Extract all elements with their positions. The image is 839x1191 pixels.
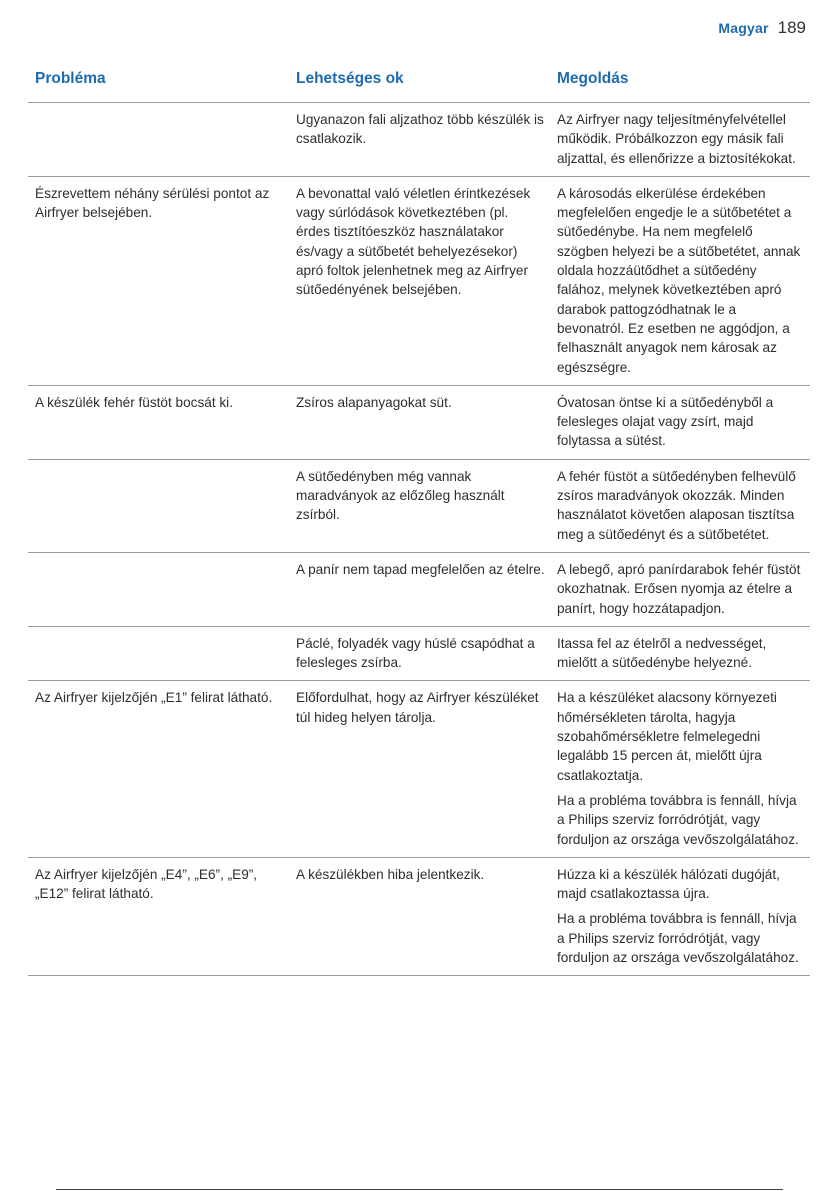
table-header [28, 68, 810, 103]
cause-cell: Előfordulhat, hogy az Airfryer készüléket túl hideg helyen tárolja. [296, 690, 539, 725]
table-row [28, 460, 810, 553]
solution-cell [550, 184, 810, 377]
solution-text: A károsodás elkerülése érdekében megfelelően engedje le a sütőbetétet a sütőedénybe. Ha nem megfelelő szögben helyezi be a sütőbetétet, annak oldala hozzáütődhet a sütőedény falához, melynek következtében apró darabok pattogzódhatnak le a bevonatról. Ez esetben ne aggódjon, a felhasznált anyagok nem károsak az egészségre. [557, 185, 801, 375]
column-header-problem: Probléma [35, 70, 106, 87]
problem-cell [28, 634, 289, 673]
problem-cell [28, 110, 289, 168]
solution-text: Húzza ki a készülék hálózati dugóját, majd csatlakoztassa újra. [557, 866, 780, 902]
cause-cell: Zsíros alapanyagokat süt. [296, 394, 452, 410]
troubleshooting-table [28, 68, 810, 976]
table-row [28, 553, 810, 627]
cause-cell: A sütőedényben még vannak maradványok az előzőleg használt zsírból. [296, 468, 505, 523]
solution-text: Az Airfryer nagy teljesítményfelvétellel működik. Próbálkozzon egy másik fali aljzattal, és ellenőrizze a biztosítékokat. [557, 112, 796, 166]
solution-text: A lebegő, apró panírdarabok fehér füstöt okozhatnak. Erősen nyomja az ételre a panírt, hogy hozzátapadjon. [557, 561, 801, 616]
solution-cell [550, 393, 810, 451]
table-row [28, 103, 810, 177]
solution-text: Ha a probléma továbbra is fennáll, hívja a Philips szerviz forródrótját, vagy forduljon az országa vevőszolgálatához. [557, 911, 799, 965]
solution-cell [550, 560, 810, 618]
table-row [28, 627, 810, 682]
solution-cell [550, 865, 810, 967]
cause-cell: Páclé, folyadék vagy húslé csapódhat a felesleges zsírba. [296, 635, 535, 671]
footer-divider [56, 1189, 783, 1190]
cause-cell: A készülékben hiba jelentkezik. [296, 866, 485, 882]
page-number: 189 [777, 18, 806, 37]
solution-cell [550, 110, 810, 168]
problem-cell: Észrevettem néhány sérülési pontot az Airfryer belsejében. [35, 185, 270, 221]
problem-cell: Az Airfryer kijelzőjén „E4”, „E6”, „E9”, „E12” felirat látható. [35, 866, 258, 902]
language-label: Magyar [718, 20, 769, 36]
solution-cell [550, 634, 810, 673]
cause-cell: A panír nem tapad megfelelően az ételre. [296, 561, 545, 577]
page-header [718, 18, 806, 38]
table-row [28, 858, 810, 976]
cause-cell: A bevonattal való véletlen érintkezések vagy súrlódások következtében (pl. érdes tisztítóeszköz használatakor és/vagy a sütőbetét behelyezésekor) apró foltok jelenhetnek meg az Airfryer sütőedényének belsejében. [296, 185, 531, 298]
problem-cell: Az Airfryer kijelzőjén „E1” felirat látható. [35, 690, 273, 706]
solution-text: Ha a probléma továbbra is fennáll, hívja a Philips szerviz forródrótját, vagy forduljon az országa vevőszolgálatához. [557, 792, 799, 847]
cause-cell: Ugyanazon fali aljzathoz több készülék is csatlakozik. [296, 112, 544, 147]
solution-cell [550, 467, 810, 544]
table-row [28, 177, 810, 386]
table-row [28, 681, 810, 857]
solution-text: A fehér füstöt a sütőedényben felhevülő zsíros maradványok okozzák. Minden használatot követően alaposan tisztítsa meg a sütőedényt és a sütőbetétet. [557, 468, 796, 542]
column-header-cause: Lehetséges ok [296, 70, 404, 87]
table-row [28, 386, 810, 460]
problem-cell [28, 560, 289, 618]
solution-text: Óvatosan öntse ki a sütőedényből a felesleges olajat vagy zsírt, majd folytassa a sütést. [557, 394, 774, 449]
solution-text: Ha a készüléket alacsony környezeti hőmérsékleten tárolta, hagyja szobahőmérsékletre felmelegedni legalább 15 percen át, mielőtt újra csatlakoztatja. [557, 690, 777, 783]
problem-cell [28, 467, 289, 544]
solution-text: Itassa fel az ételről a nedvességet, mielőtt a sütőedénybe helyezné. [557, 635, 767, 671]
column-header-solution: Megoldás [557, 70, 629, 87]
problem-cell: A készülék fehér füstöt bocsát ki. [35, 394, 233, 410]
solution-cell [550, 688, 810, 848]
